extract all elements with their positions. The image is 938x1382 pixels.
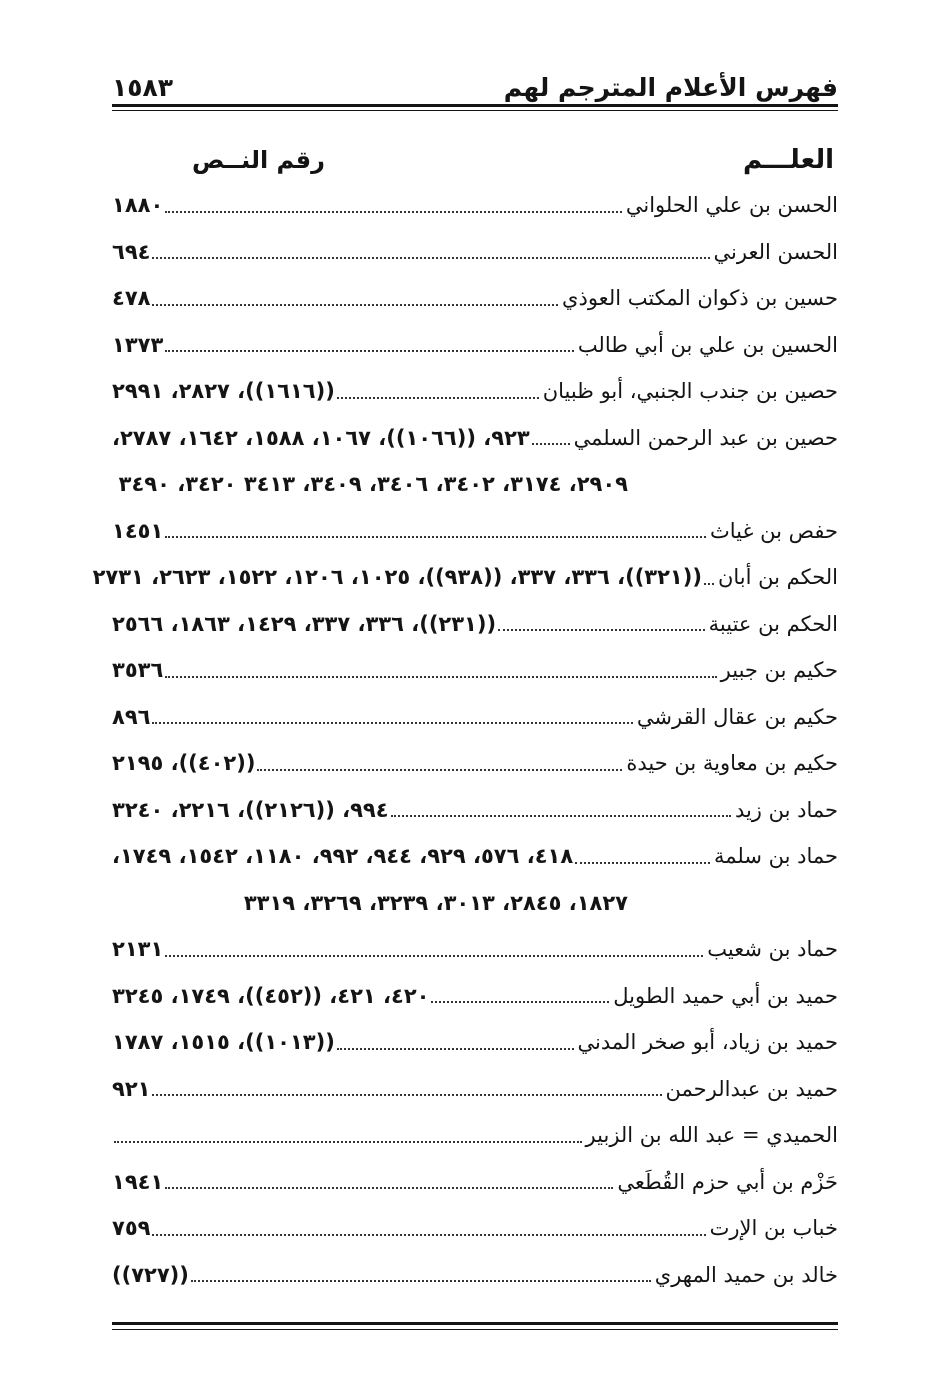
entry-refs: ٧٥٩ (112, 1216, 151, 1241)
index-entry (112, 1159, 838, 1206)
header-rule-thin (112, 110, 838, 111)
index-entry (112, 1112, 838, 1159)
dot-leader (152, 1233, 705, 1236)
entry-refs: ١٣٧٣ (112, 332, 164, 357)
dot-leader (152, 721, 632, 724)
column-headings (112, 140, 838, 180)
dot-leader (391, 814, 731, 817)
index-entry (92, 554, 838, 601)
dot-leader (431, 1000, 609, 1003)
dot-leader (337, 1047, 574, 1050)
dot-leader (165, 210, 622, 213)
dot-leader (257, 768, 622, 771)
dot-leader (165, 1186, 613, 1189)
dot-leader (498, 628, 705, 631)
index-entry (112, 1205, 838, 1252)
index-entries (92, 182, 838, 1298)
entry-name: حماد بن زيد (734, 797, 838, 822)
footer-rule-thin (112, 1329, 838, 1330)
dot-leader (165, 349, 574, 352)
header-rule (112, 104, 838, 107)
index-entry (112, 275, 838, 322)
entry-refs: ١٨٢٧، ٢٨٤٥، ٣٠١٣، ٣٢٣٩، ٣٢٦٩، ٣٣١٩ (243, 890, 628, 915)
entry-refs: ٩٩٤، ((٢١٢٦))، ٢٢١٦، ٣٢٤٠ (112, 797, 389, 822)
index-entry (112, 973, 838, 1020)
dot-leader (165, 535, 706, 538)
entry-refs: ٢١٣١ (112, 937, 164, 962)
index-entry (112, 647, 838, 694)
dot-leader (152, 256, 709, 259)
dot-leader (704, 582, 714, 585)
dot-leader (575, 861, 710, 864)
name-column-heading: العلـــم (742, 145, 834, 175)
entry-name: خالد بن حميد المهري (654, 1262, 838, 1287)
entry-name: حميد بن عبدالرحمن (665, 1076, 838, 1101)
index-entry (112, 833, 838, 880)
entry-refs: ٣٥٣٦ (112, 658, 164, 683)
entry-refs: ٢٩٠٩، ٣١٧٤، ٣٤٠٢، ٣٤٠٦، ٣٤٠٩، ٣٤١٣ ٣٤٢٠، ٣٤٩٠ (118, 472, 628, 497)
entry-name: حفص بن غياث (710, 518, 838, 543)
index-entry (112, 740, 838, 787)
index-entry (112, 508, 838, 555)
entry-name: الحسن بن علي الحلواني (625, 193, 838, 218)
entry-refs: ((٢٣١))، ٣٣٦، ٣٣٧، ١٤٢٩، ١٨٦٣، ٢٥٦٦ (112, 611, 497, 636)
index-entry (112, 1066, 838, 1113)
entry-refs: ((١٦١٦))، ٢٨٢٧، ٢٩٩١ (112, 379, 335, 404)
entry-name: حميد بن أبي حميد الطويل (613, 983, 838, 1008)
entry-name: الحسين بن علي بن أبي طالب (577, 332, 838, 357)
entry-refs: ((٤٠٢))، ٢١٩٥ (112, 751, 256, 776)
dot-leader (152, 1093, 661, 1096)
entry-name: حماد بن شعيب (707, 937, 838, 962)
running-header (112, 62, 838, 102)
entry-name: الحسن العرني (713, 239, 838, 264)
entry-refs: ((٣٢١))، ٣٣٦، ٣٣٧، ((٩٣٨))، ١٠٢٥، ١٢٠٦، ١٥٢٢، ٢٦٢٣، ٢٧٣١ (92, 565, 702, 590)
page-number: ١٥٨٣ (112, 73, 174, 102)
dot-leader (532, 442, 570, 445)
index-entry (112, 1252, 838, 1299)
entry-name: حميد بن زياد، أبو صخر المدني (577, 1030, 838, 1055)
entry-refs: ١٨٨٠ (112, 193, 164, 218)
index-entry (112, 415, 838, 462)
dot-leader (337, 396, 539, 399)
ref-column-heading: رقم النــص (192, 146, 325, 174)
entry-refs: ٨٩٦ (112, 704, 151, 729)
index-entry (112, 926, 838, 973)
dot-leader (114, 1140, 582, 1143)
index-entry-continuation (112, 880, 838, 927)
entry-refs: ٩٢١ (112, 1076, 151, 1101)
index-entry (112, 322, 838, 369)
index-entry (112, 694, 838, 741)
entry-name: حسين بن ذكوان المكتب العوذي (562, 286, 838, 311)
entry-name: الحميدي = عبد الله بن الزبير (585, 1123, 838, 1148)
dot-leader (165, 954, 703, 957)
index-entry (112, 787, 838, 834)
index-entry-continuation (112, 461, 838, 508)
entry-name: حكيم بن جبير (720, 658, 838, 683)
dot-leader (165, 675, 716, 678)
index-entry (112, 229, 838, 276)
entry-name: حصين بن عبد الرحمن السلمي (573, 425, 838, 450)
entry-name: خباب بن الإرت (709, 1216, 838, 1241)
footer-rule (112, 1322, 838, 1325)
entry-name: حكيم بن معاوية بن حيدة (626, 751, 838, 776)
index-entry (112, 601, 838, 648)
entry-refs: ٦٩٤ (112, 239, 151, 264)
entry-refs: ٤١٨، ٥٧٦، ٩٢٩، ٩٤٤، ٩٩٢، ١١٨٠، ١٥٤٢، ١٧٤٩، (112, 844, 574, 869)
entry-refs: ٤٧٨ (112, 286, 151, 311)
entry-name: الحكم بن عتيبة (708, 611, 838, 636)
dot-leader (152, 303, 558, 306)
entry-refs: ((٧٢٧)) (112, 1262, 189, 1287)
index-entry (112, 1019, 838, 1066)
entry-name: حَزْم بن أبي حزم القُطَعي (617, 1169, 838, 1194)
entry-name: حماد بن سلمة (713, 844, 838, 869)
entry-refs: ١٩٤١ (112, 1169, 164, 1194)
entry-name: حصين بن جندب الجنبي، أبو ظبيان (542, 379, 838, 404)
entry-refs: ((١٠١٣))، ١٥١٥، ١٧٨٧ (112, 1030, 335, 1055)
entry-refs: ٤٢٠، ٤٢١، ((٤٥٢))، ١٧٤٩، ٣٢٤٥ (112, 983, 430, 1008)
index-entry (112, 182, 838, 229)
entry-refs: ٩٢٣، ((١٠٦٦))، ١٠٦٧، ١٥٨٨، ١٦٤٢، ٢٧٨٧، (112, 425, 530, 450)
entry-refs: ١٤٥١ (112, 518, 164, 543)
entry-name: حكيم بن عقال القرشي (636, 704, 838, 729)
index-entry (112, 368, 838, 415)
header-title: فهرس الأعلام المترجم لهم (503, 73, 838, 102)
entry-name: الحكم بن أبان (717, 565, 838, 590)
dot-leader (191, 1279, 651, 1282)
